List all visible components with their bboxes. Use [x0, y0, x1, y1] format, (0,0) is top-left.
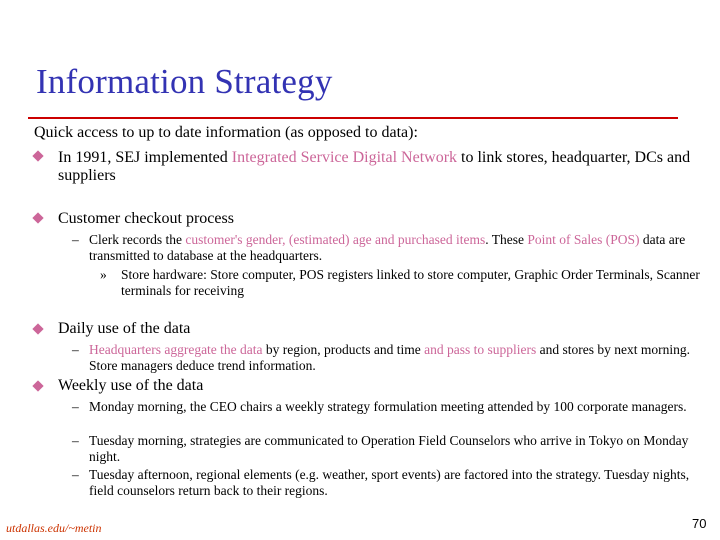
- page-number: 70: [692, 516, 707, 531]
- sub-monday-morning: Monday morning, the CEO chairs a weekly strategy formulation meeting attended by 100 corporate managers.: [89, 399, 687, 414]
- sub-tuesday-afternoon: Tuesday afternoon, regional elements (e.g. weather, sport events) are factored into the strategy. Tuesday nights, field counselors return back to their regions.: [89, 467, 690, 498]
- bullet-checkout: Customer checkout process: [58, 210, 234, 227]
- sub-headquarters-aggregate: Headquarters aggregate the data by region, products and time and pass to suppliers and stores by next morning. Store managers deduce trend information.: [89, 342, 690, 373]
- footer-url: utdallas.edu/~metin: [6, 521, 102, 535]
- bullet-isdn: In 1991, SEJ implemented Integrated Service Digital Network to link stores, headquarter, DCs and suppliers: [58, 149, 691, 184]
- title-underline: [28, 117, 678, 119]
- dash-marker: –: [72, 399, 79, 414]
- bullet-daily-use: Daily use of the data: [58, 320, 191, 337]
- diamond-bullet-icon: [32, 212, 43, 223]
- diamond-bullet-icon: [32, 323, 43, 334]
- dash-marker: –: [72, 342, 79, 357]
- intro-text: Quick access to up to date information (as opposed to data):: [34, 124, 418, 141]
- diamond-bullet-icon: [32, 380, 43, 391]
- subsub-store-hardware: Store hardware: Store computer, POS registers linked to store computer, Graphic Order Terminals, Scanner terminals for receiving: [121, 267, 700, 298]
- sub-tuesday-morning: Tuesday morning, strategies are communicated to Operation Field Counselors who arrive in Tokyo on Monday night.: [89, 433, 689, 464]
- dash-marker: –: [72, 433, 79, 448]
- diamond-bullet-icon: [32, 150, 43, 161]
- sub-clerk-records: Clerk records the customer's gender, (estimated) age and purchased items. These Point of Sales (POS) data are transmitted to database at the headquarters.: [89, 232, 686, 263]
- dash-marker: –: [72, 232, 79, 247]
- dash-marker: –: [72, 467, 79, 482]
- slide-title: Information Strategy: [36, 62, 333, 101]
- bullet-weekly-use: Weekly use of the data: [58, 377, 204, 394]
- raquo-marker: »: [100, 267, 107, 282]
